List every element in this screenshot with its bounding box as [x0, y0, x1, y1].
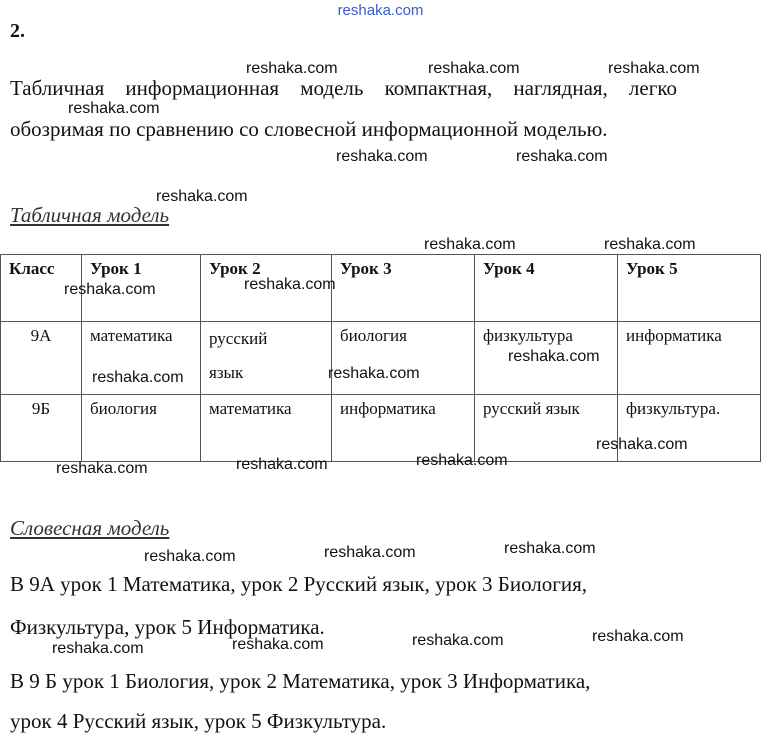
- watermark: reshaka.com: [336, 148, 428, 165]
- table-cell: 9Б: [1, 395, 82, 462]
- watermark: reshaka.com: [236, 456, 328, 473]
- watermark: reshaka.com: [244, 276, 336, 293]
- watermark: reshaka.com: [246, 60, 338, 77]
- intro-paragraph: Табличная информационная модель компактная, наглядная, легко обозримая по сравнению со словесной информационной моделью.: [10, 76, 677, 141]
- table-cell: физкультура.: [618, 395, 761, 462]
- header-cell-lesson-2: Урок 2: [201, 255, 332, 322]
- watermark: reshaka.com: [92, 369, 184, 386]
- watermark: reshaka.com: [592, 628, 684, 645]
- header-watermark[interactable]: reshaka.com: [337, 2, 424, 19]
- watermark: reshaka.com: [144, 548, 236, 565]
- watermark: reshaka.com: [424, 236, 516, 253]
- header-cell-lesson-4: Урок 4: [475, 255, 618, 322]
- watermark: reshaka.com: [52, 640, 144, 657]
- verbal-model-title: Словесная модель: [10, 516, 170, 540]
- watermark: reshaka.com: [516, 148, 608, 165]
- verbal-line-2: Физкультура, урок 5 Информатика.: [10, 615, 325, 639]
- watermark: reshaka.com: [156, 188, 248, 205]
- watermark: reshaka.com: [428, 60, 520, 77]
- header-cell-class: Класс: [1, 255, 82, 322]
- watermark: reshaka.com: [596, 436, 688, 453]
- task-number: 2.: [10, 20, 25, 42]
- verbal-line-4: урок 4 Русский язык, урок 5 Физкультура.: [10, 709, 387, 733]
- watermark: reshaka.com: [508, 348, 600, 365]
- watermark: reshaka.com: [416, 452, 508, 469]
- table-cell: математика: [201, 395, 332, 462]
- table-cell: информатика: [332, 395, 475, 462]
- header-cell-lesson-1: Урок 1: [82, 255, 201, 322]
- table-cell: физкультура: [475, 322, 618, 395]
- header-cell-lesson-3: Урок 3: [332, 255, 475, 322]
- table-cell: биология: [82, 395, 201, 462]
- watermark: reshaka.com: [608, 60, 700, 77]
- watermark: reshaka.com: [232, 636, 324, 653]
- table-model-title: Табличная модель: [10, 203, 170, 227]
- verbal-line-1: В 9А урок 1 Математика, урок 2 Русский язык, урок 3 Биология,: [10, 572, 588, 596]
- watermark: reshaka.com: [328, 365, 420, 382]
- table-cell: русский язык: [475, 395, 618, 462]
- verbal-line-3: В 9 Б урок 1 Биология, урок 2 Математика, урок 3 Информатика,: [10, 669, 591, 693]
- watermark: reshaka.com: [68, 100, 160, 117]
- watermark: reshaka.com: [324, 544, 416, 561]
- header-cell-lesson-5: Урок 5: [618, 255, 761, 322]
- watermark: reshaka.com: [64, 281, 156, 298]
- watermark: reshaka.com: [504, 540, 596, 557]
- table-cell: русский язык: [201, 322, 332, 395]
- watermark: reshaka.com: [604, 236, 696, 253]
- watermark: reshaka.com: [412, 632, 504, 649]
- table-cell: биология: [332, 322, 475, 395]
- table-cell: математика: [82, 322, 201, 395]
- table-cell: информатика: [618, 322, 761, 395]
- watermark: reshaka.com: [56, 460, 148, 477]
- table-cell: 9А: [1, 322, 82, 395]
